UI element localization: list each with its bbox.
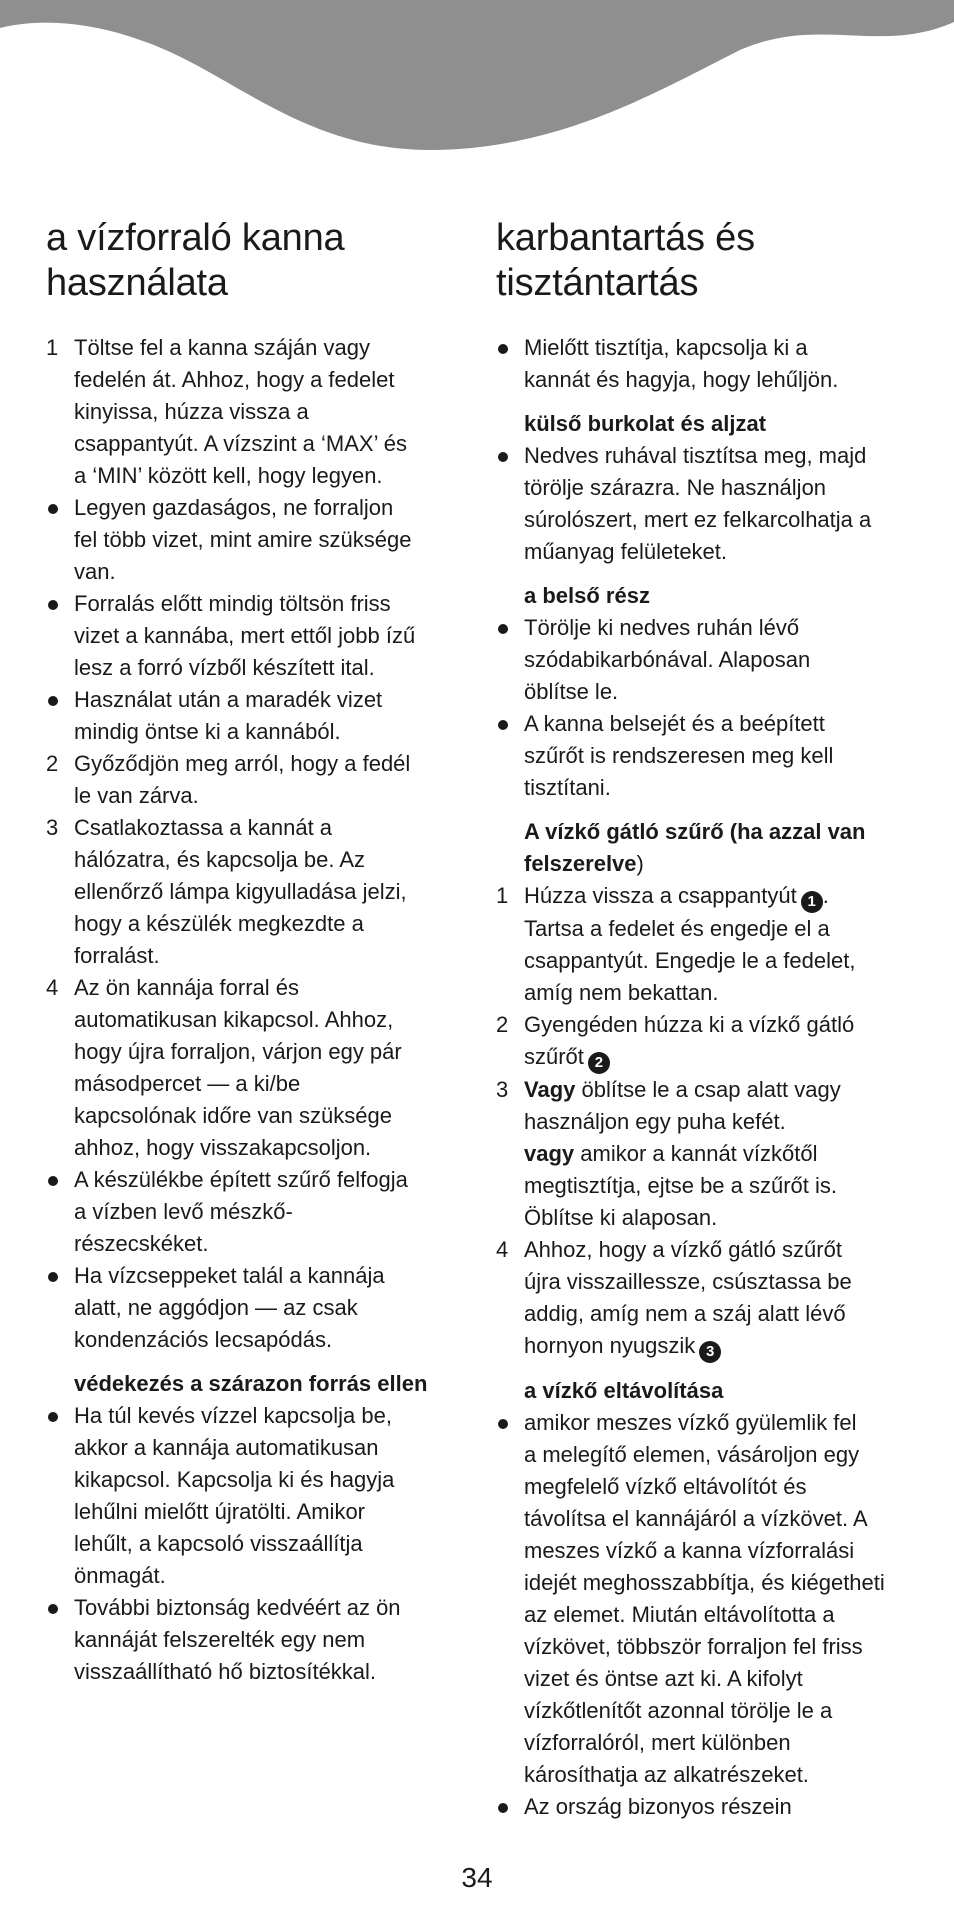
step-number: 3 xyxy=(46,815,59,840)
list-item: 1 Húzza vissza a csappantyút 1 . Tartsa a fedelet és engedje el a csappantyút. Engedje le a fedelet, amíg nem bekattan. xyxy=(496,880,926,1009)
step-number: 1 xyxy=(46,335,59,360)
figure-ref-icon: 1 xyxy=(801,891,823,913)
list-item: 1 Töltse fel a kanna száján vagy fedelén át. Ahhoz, hogy a fedelet kinyissa, húzza vissza a csappantyút. A vízszint a ‘MAX’ és a ‘MIN’ között kell, hogy legyen. xyxy=(46,332,476,492)
step-number: 4 xyxy=(46,975,59,1000)
figure-ref-icon: 3 xyxy=(699,1341,721,1363)
list-item: Nedves ruhával tisztítsa meg, majd törölje szárazra. Ne használjon súrolószert, mert ez felkarcolhatja a műanyag felületeket. xyxy=(524,443,872,564)
descale-text: amikor meszes vízkő gyülemlik fel a melegítő elemen, vásároljon egy megfelelő vízkő eltávolítót és távolítsa el kannájáról a vízkövet. A meszes vízkő a kanna vízforralási idejét meghosszabbítja, és kiégetheti az elemet. Miután eltávolította a vízkövet, többször forraljon fel friss vizet és öntse azt ki. A kifolyt vízkőtlenítőt azonnal törölje le a vízforralóról, mert különben károsíthatja az alkatrészeket. xyxy=(524,1410,885,1787)
list-item: Mielőtt tisztítja, kapcsolja ki a kannát és hagyja, hogy lehűljön. xyxy=(524,335,839,392)
step-number: 4 xyxy=(496,1237,509,1262)
list-item: Forralás előtt mindig töltsön friss vizet a kannába, mert ettől jobb ízű lesz a forró vízből készített ital. xyxy=(74,591,416,680)
list-item: A készülékbe épített szűrő felfogja a vízben levő mészkő- részecskéket. xyxy=(74,1167,408,1256)
step-number: 2 xyxy=(46,751,59,776)
right-column xyxy=(496,216,926,1823)
section-title-maintenance: karbantartás és tisztántartás xyxy=(496,217,755,304)
list-item: 4 Az ön kannája forral és automatikusan kikapcsol. Ahhoz, hogy újra forraljon, várjon egy pár másodpercet — a ki/be kapcsolónak időre van szüksége ahhoz, hogy visszakapcsoljon. xyxy=(46,972,476,1164)
subhead-outer: külső burkolat és aljzat xyxy=(524,411,767,436)
left-column xyxy=(46,216,476,1688)
step-number: 2 xyxy=(496,1012,509,1037)
list-item: 2 Gyengéden húzza ki a vízkő gátló szűrőt 2 xyxy=(496,1009,926,1074)
list-item: Ha vízcseppeket talál a kannája alatt, ne aggódjon — az csak kondenzációs lecsapódás. xyxy=(74,1263,385,1352)
subhead-inner: a belső rész xyxy=(524,583,650,608)
step-number: 3 xyxy=(496,1077,509,1102)
list-item: Legyen gazdaságos, ne forraljon fel több vizet, mint amire szüksége van. xyxy=(74,495,412,584)
subhead-filter: A vízkő gátló szűrő (ha azzal van felszerelve) xyxy=(524,819,866,876)
list-item: Az ország bizonyos részein xyxy=(524,1794,792,1819)
figure-ref-icon: 2 xyxy=(588,1052,610,1074)
list-item: 4 Ahhoz, hogy a vízkő gátló szűrőt újra visszaillessze, csúsztassa be addig, amíg nem a száj alatt lévő hornyon nyugszik 3 xyxy=(496,1234,926,1363)
list-item: Törölje ki nedves ruhán lévő szódabikarbónával. Alaposan öblítse le. xyxy=(524,615,811,704)
list-item: 3 Csatlakoztassa a kannát a hálózatra, és kapcsolja be. Az ellenőrző lámpa kigyulladása jelzi, hogy a készülék megkezdte a forralást. xyxy=(46,812,476,972)
list-item: 3 Vagy öblítse le a csap alatt vagy használjon egy puha kefét. vagy amikor a kannát vízkőtől megtisztítja, ejtse be a szűrőt is. Öblítse ki alaposan. xyxy=(496,1074,926,1234)
dry-boil-list xyxy=(46,1400,476,1688)
list-item: További biztonság kedvéért az ön kannáját felszerelték egy nem visszaállítható hő biztosítékkal. xyxy=(74,1595,401,1684)
list-item: 2 Győződjön meg arról, hogy a fedél le van zárva. xyxy=(46,748,476,812)
step-number: 1 xyxy=(496,883,509,908)
list-item xyxy=(496,1407,926,1791)
usage-list xyxy=(46,332,476,1356)
header-wave-decoration xyxy=(0,0,954,160)
list-item: Használat után a maradék vizet mindig öntse ki a kannából. xyxy=(74,687,383,744)
page-number: 34 xyxy=(461,1862,493,1893)
subhead-dry-boil: védekezés a szárazon forrás ellen xyxy=(74,1371,428,1396)
list-item: Ha túl kevés vízzel kapcsolja be, akkor a kannája automatikusan kikapcsol. Kapcsolja ki és hagyja lehűlni mielőtt újratölti. Amikor lehűlt, a kapcsoló visszaállítja önmagát. xyxy=(74,1403,395,1588)
subhead-descale: a vízkő eltávolítása xyxy=(524,1378,724,1403)
section-title-usage: a vízforraló kanna használata xyxy=(46,217,345,304)
list-item: A kanna belsejét és a beépített szűrőt is rendszeresen meg kell tisztítani. xyxy=(524,711,834,800)
